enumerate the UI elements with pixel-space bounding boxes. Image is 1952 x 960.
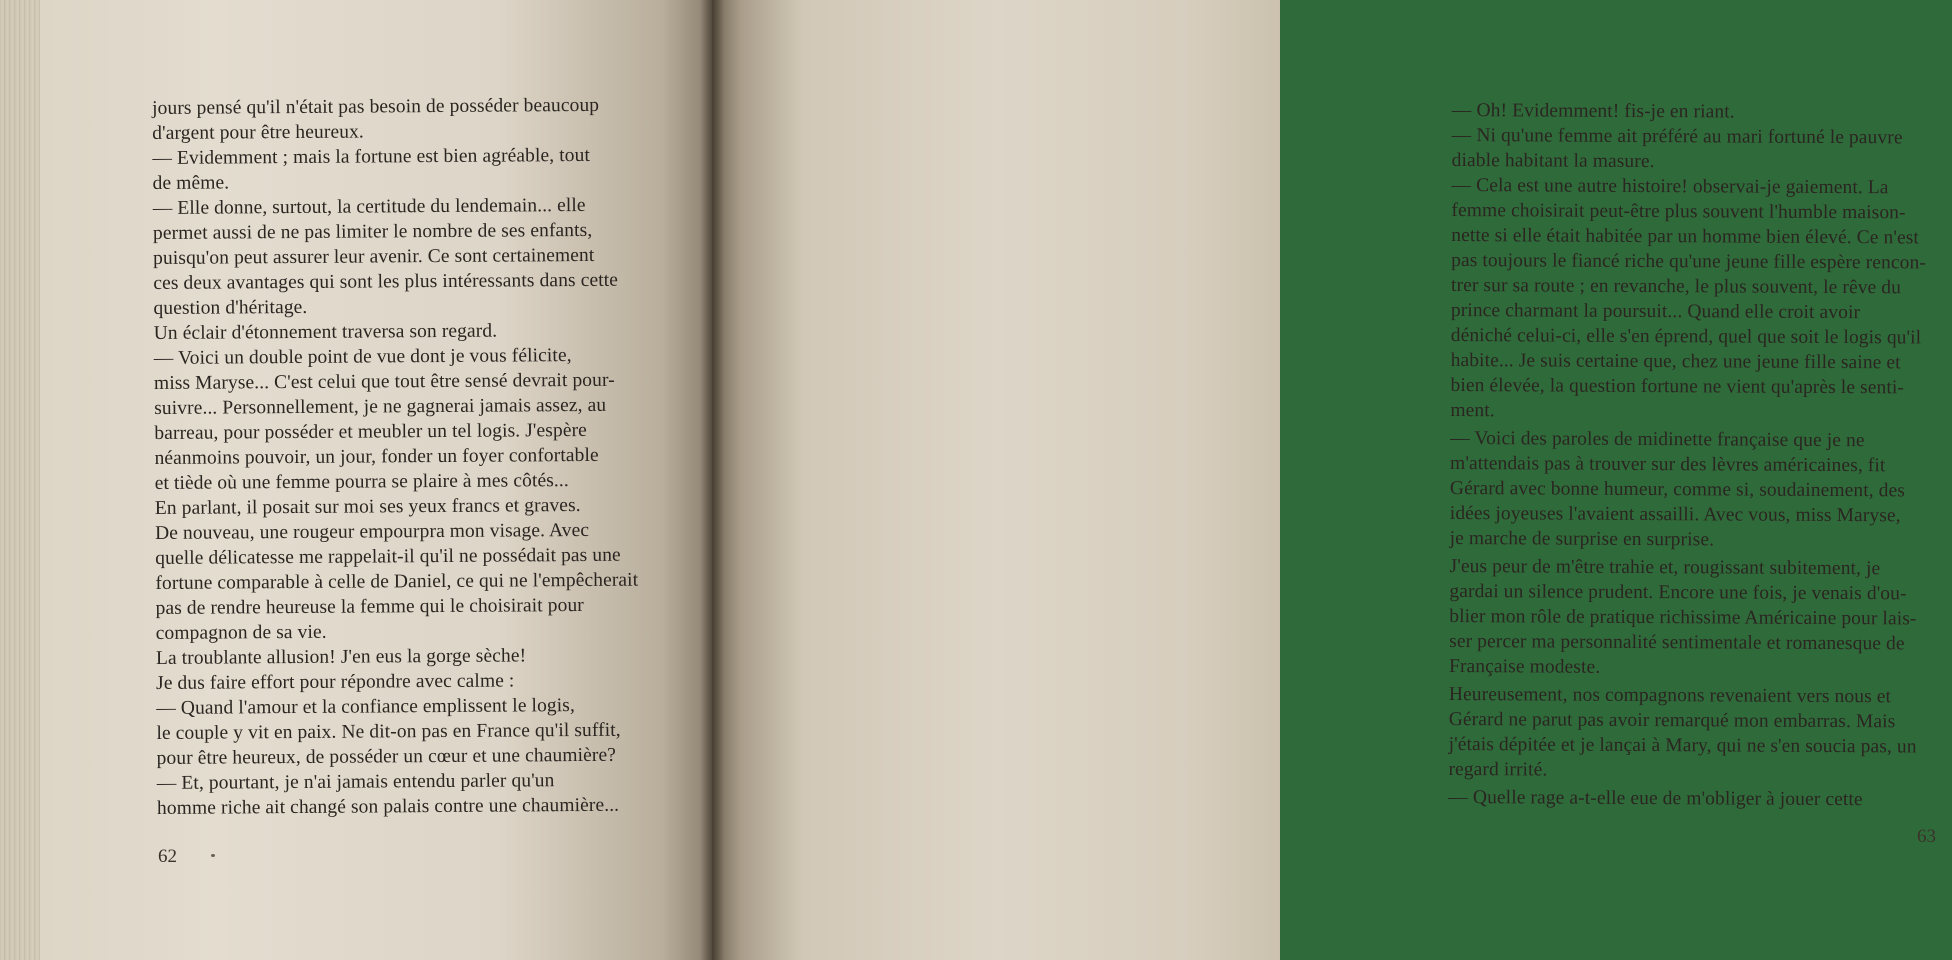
text-line: — Quand l'amour et la confiance emplissent le logis, [156,695,575,719]
text-line: d'argent pour être heureux. [152,121,364,144]
text-line: ces deux avantages qui sont les plus intéressants dans cette [153,269,619,294]
text-line: question d'héritage. [153,296,308,319]
page-number-right: 63 [1917,826,1936,847]
text-line: le couple y vit en paix. Ne dit-on pas en France qu'il suffit, [156,719,621,744]
text-line: femme choisirait peut-être plus souvent l'humble maison- [1451,199,1906,224]
text-line: — Voici un double point de vue dont je vous félicite, [153,345,572,369]
text-line: En parlant, il posait sur moi ses yeux francs et graves. [154,495,581,519]
text-line: — Oh! Evidemment! fis-je en riant. [1451,99,1735,123]
text-line: regard irrité. [1448,758,1548,781]
text-line: fortune comparable à celle de Daniel, ce qui ne l'empêcherait [155,569,639,594]
text-line: permet aussi de ne pas limiter le nombre de ses enfants, [152,219,593,244]
text-line: Heureusement, nos compagnons revenaient vers nous et [1448,683,1892,708]
text-line: De nouveau, une rougeur empourpra mon visage. Avec [154,519,590,544]
text-line: j'étais dépitée et je lançai à Mary, qui ne s'en soucia pas, un [1448,733,1917,758]
text-line: habite... Je suis certaine que, chez une jeune fille saine et [1450,349,1901,374]
text-line: barreau, pour posséder et meubler un tel logis. J'espère [154,419,587,444]
text-line: gardai un silence prudent. Encore une fois, je venais d'ou- [1449,580,1907,605]
text-line: — Ni qu'une femme ait préféré au mari fortuné le pauvre [1451,124,1903,149]
text-line: et tiède où une femme pourra se plaire à mes côtés... [154,470,569,494]
text-line: — Voici des paroles de midinette française que je ne [1450,427,1865,452]
text-line: trer sur sa route ; en revanche, le plus souvent, le rêve du [1450,274,1902,299]
left-page-text [152,92,689,821]
text-line: miss Maryse... C'est celui que tout être sensé devrait pour- [153,369,615,394]
book-gutter [700,0,724,960]
page-edge-stack [0,0,40,960]
right-page-text [1448,98,1952,813]
text-line: prince charmant la poursuit... Quand elle croit avoir [1450,299,1861,324]
text-line: La troublante allusion! J'en eus la gorge sèche! [155,645,527,669]
text-line: suivre... Personnellement, je ne gagnerai jamais assez, au [154,394,607,419]
text-line: pour être heureux, de posséder un cœur et une chaumière? [156,744,617,769]
text-line: nette si elle était habitée par un homme bien élevé. Ce n'est [1451,224,1920,249]
text-line: néanmoins pouvoir, un jour, fonder un foyer confortable [154,444,599,469]
text-line: — Et, pourtant, je n'ai jamais entendu parler qu'un [156,770,555,794]
text-line: — Evidemment ; mais la fortune est bien agréable, tout [152,144,591,169]
text-line: m'attendais pas à trouver sur des lèvres américaines, fit [1450,452,1886,477]
text-line: compagnon de sa vie. [155,621,327,644]
text-line: déniché celui-ci, elle s'en éprend, quel que soit le logis qu'il [1450,324,1922,349]
text-line: — Cela est une autre histoire! observai-je gaiement. La [1451,174,1889,199]
left-page [0,0,712,960]
text-line: pas toujours le fiancé riche qu'une jeune fille espère rencon- [1451,249,1927,274]
text-line: ment. [1450,399,1495,422]
text-line: quelle délicatesse me rappelait-il qu'il ne possédait pas une [155,544,621,569]
text-line: ser percer ma personnalité sentimentale et romanesque de [1449,630,1905,655]
text-line: J'eus peur de m'être trahie et, rougissant subitement, je [1449,555,1881,580]
text-line: — Elle donne, surtout, la certitude du lendemain... elle [152,194,586,219]
text-line: homme riche ait changé son palais contre une chaumière... [156,794,620,819]
text-line: jours pensé qu'il n'était pas besoin de posséder beaucoup [152,94,600,119]
text-line: bien élevée, la question fortune ne vient qu'après le senti- [1450,374,1905,399]
text-line: Un éclair d'étonnement traversa son regard. [153,320,498,344]
text-line: je marche de surprise en surprise. [1449,527,1715,551]
page-number-left: 62 [158,846,177,867]
text-line: de même. [152,172,230,194]
text-line: puisqu'on peut assurer leur avenir. Ce sont certainement [153,244,595,269]
ink-speck [211,854,215,857]
text-line: blier mon rôle de pratique richissime Américaine pour lais- [1449,605,1917,630]
text-line: diable habitant la masure. [1451,149,1655,173]
text-line: Je dus faire effort pour répondre avec calme : [156,670,515,694]
text-line: Française modeste. [1448,655,1601,678]
text-line: — Quelle rage a-t-elle eue de m'obliger à jouer cette [1448,786,1863,811]
text-line: idées joyeuses l'avaient assailli. Avec vous, miss Maryse, [1449,502,1901,527]
text-line: Gérard ne parut pas avoir remarqué mon embarras. Mais [1448,708,1896,733]
right-page [712,0,1936,960]
text-line: Gérard avec bonne humeur, comme si, soudainement, des [1449,477,1906,502]
text-line: pas de rendre heureuse la femme qui le choisirait pour [155,594,584,619]
